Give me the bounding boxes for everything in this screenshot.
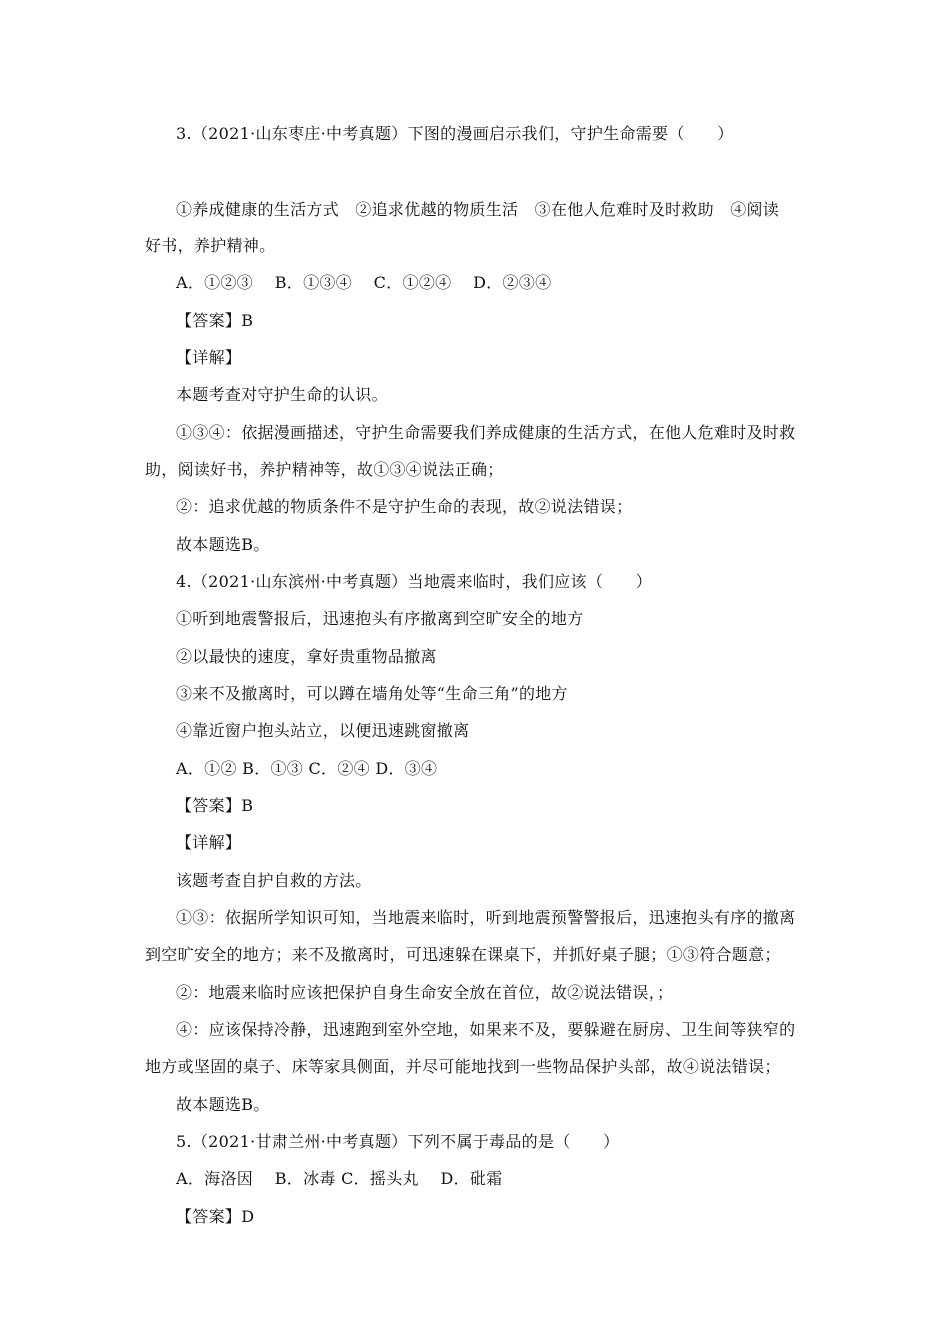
q4-options: A．①② B．①③ C．②④ D．③④	[176, 759, 438, 778]
q4-detail-intro: 该题考查自护自救的方法。	[176, 871, 372, 890]
q4-detail-4-line2: 地方或坚固的桌子、床等家具侧面，并尽可能地找到一些物品保护头部，故④说法错误；	[145, 1057, 781, 1076]
q3-options: A．①②③ B．①③④ C．①②④ D．②③④	[176, 273, 552, 292]
q4-detail-2: ②：地震来临时应该把保护自身生命安全放在首位，故②说法错误，；	[176, 983, 674, 1002]
q4-statement-3: ③来不及撤离时，可以蹲在墙角处等“生命三角”的地方	[176, 684, 568, 703]
q3-stem: 3.（2021·山东枣庄·中考真题）下图的漫画启示我们，守护生命需要（ ）	[176, 124, 734, 143]
q3-conclusion: 故本题选B。	[176, 535, 270, 554]
q4-answer: 【答案】B	[176, 796, 254, 815]
q4-statement-1: ①听到地震警报后，迅速抱头有序撤离到空旷安全的地方	[176, 609, 584, 628]
q3-statements-line2: 好书，养护精神。	[145, 236, 276, 255]
q5-options: A．海洛因 B．冰毒 C．摇头丸 D．砒霜	[176, 1169, 503, 1188]
q4-stem: 4.（2021·山东滨州·中考真题）当地震来临时，我们应该（ ）	[176, 572, 653, 591]
q5-stem: 5.（2021·甘肃兰州·中考真题）下列不属于毒品的是（ ）	[176, 1132, 620, 1151]
q4-conclusion: 故本题选B。	[176, 1095, 270, 1114]
q4-statement-4: ④靠近窗户抱头站立，以便迅速跳窗撤离	[176, 721, 470, 740]
q3-detail-intro: 本题考查对守护生命的认识。	[176, 385, 388, 404]
q4-statement-2: ②以最快的速度，拿好贵重物品撤离	[176, 647, 437, 666]
q3-answer: 【答案】B	[176, 311, 254, 330]
q4-detail-13-line2: 到空旷安全的地方；来不及撤离时，可迅速躲在课桌下，并抓好桌子腿；①③符合题意；	[145, 945, 781, 964]
q4-detail-13-line1: ①③：依据所学知识可知，当地震来临时，听到地震预警警报后，迅速抱头有序的撤离	[176, 908, 796, 927]
q3-detail-134-line2: 助，阅读好书，养护精神等，故①③④说法正确；	[145, 460, 504, 479]
q5-answer: 【答案】D	[176, 1207, 255, 1226]
q3-statements-line1: ①养成健康的生活方式 ②追求优越的物质生活 ③在他人危难时及时救助 ④阅读	[176, 200, 780, 219]
q3-detail-2: ②：追求优越的物质条件不是守护生命的表现，故②说法错误；	[176, 497, 633, 516]
q3-detail-134-line1: ①③④：依据漫画描述，守护生命需要我们养成健康的生活方式，在他人危难时及时救	[176, 423, 796, 442]
q4-detail-4-line1: ④：应该保持冷静，迅速跑到室外空地，如果来不及，要躲避在厨房、卫生间等狭窄的	[176, 1020, 796, 1039]
q3-detail-label: 【详解】	[176, 348, 242, 367]
q4-detail-label: 【详解】	[176, 833, 242, 852]
